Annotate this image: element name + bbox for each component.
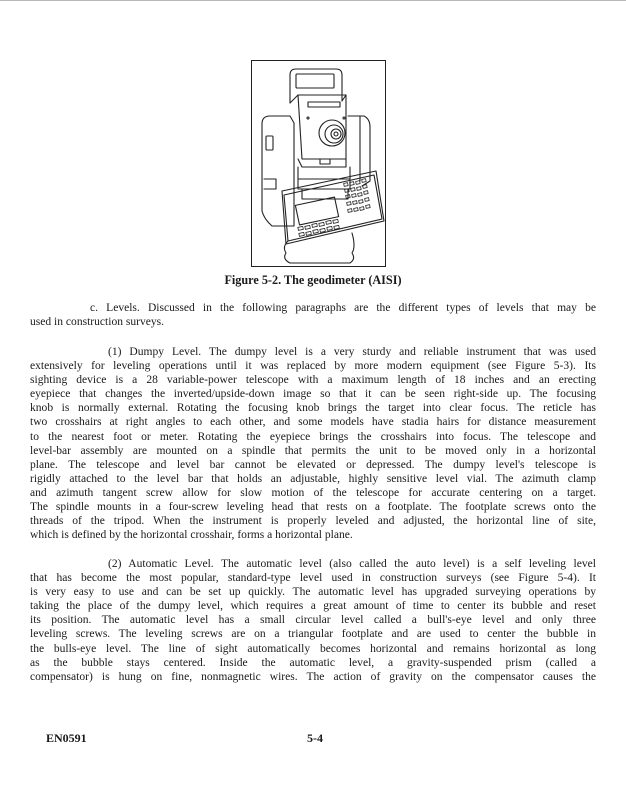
figure-caption: Figure 5-2. The geodimeter (AISI) — [224, 273, 402, 287]
text-line: as the bubble stays centered. Inside the automatic level, a gravity-suspended prism (called a — [30, 656, 596, 669]
text-line: compensator) is hung on fine, nonmagnetic wires. The action of gravity on the compensator causes the — [30, 670, 596, 683]
text-line: rigidly attached to the level bar that holds an adjustable, highly sensitive level vial. The azimuth clamp — [30, 472, 596, 485]
text-line: extensively for leveling operations until it was replaced by more modern equipment (see Figure 5-3). Its — [30, 360, 596, 373]
footer-page-number: 5-4 — [307, 731, 323, 745]
text-line: (2) Automatic Level. The automatic level (also called the auto level) is a self leveling level — [108, 558, 596, 570]
text-line: leveling screws. The leveling screws are on a triangular footplate and are used to center the bubble in — [30, 628, 596, 641]
figure-frame — [251, 60, 386, 267]
section-c-paragraph — [30, 301, 596, 329]
text-line: to the nearest foot or meter. Rotating the eyepiece brings the crosshairs into focus. The telescope and — [30, 430, 596, 443]
text-line: plane. The telescope and level bar cannot be elevated or depressed. The dumpy level's telescope is — [30, 458, 596, 471]
text-line: threads of the tripod. When the instrument is properly leveled and adjusted, the horizontal line of site, — [30, 515, 596, 528]
text-line: the bulls-eye level. The line of sight automatically becomes horizontal and remains horizontal as long — [30, 642, 596, 655]
text-line: and azimuth tangent screw allow for slow motion of the telescope for accurate centering on a target. — [30, 486, 596, 499]
automatic-level-paragraph — [30, 557, 596, 684]
footer-document-id: EN0591 — [46, 731, 87, 745]
page-top-border — [0, 0, 626, 1]
text-line: knob is normally external. Rotating the focusing knob brings the target into clear focus. The reticle has — [30, 402, 596, 415]
dumpy-level-paragraph — [30, 345, 596, 542]
text-line: c. Levels. Discussed in the following paragraphs are the different types of levels that may be — [90, 302, 596, 314]
text-line: taking the place of the dumpy level, which requires a great amount of time to center its bubble and reset — [30, 600, 596, 613]
text-line: level-bar assembly are mounted on a spindle that permits the unit to be moved only in a horizontal — [30, 444, 596, 457]
text-line: (1) Dumpy Level. The dumpy level is a very sturdy and reliable instrument that was used — [108, 346, 596, 358]
geodimeter-illustration-icon — [252, 61, 387, 268]
text-line: used in construction surveys. — [30, 316, 165, 329]
text-line: its position. The automatic level has a small circular level called a bull's-eye level and only three — [30, 614, 596, 627]
text-line: is very easy to use and can be set up quickly. The automatic level has upgraded surveying operations by — [30, 586, 596, 599]
text-line: eyepiece that changes the inverted/upside-down image so that it can be seen right-side up. The focusing — [30, 388, 596, 401]
text-line: two crosshairs at right angles to each other, and some models have stadia hairs for distance measurement — [30, 416, 596, 429]
text-line: sighting device is a 28 variable-power telescope with a maximum length of 18 inches and an erecting — [30, 374, 596, 387]
text-line: The spindle mounts in a four-screw leveling head that rests on a footplate. The footplate screws onto the — [30, 501, 596, 514]
text-line: that has become the most popular, standard-type level used in construction surveys (see Figure 5-4). It — [30, 572, 596, 585]
text-line: which is defined by the horizontal crosshair, forms a horizontal plane. — [30, 529, 353, 542]
